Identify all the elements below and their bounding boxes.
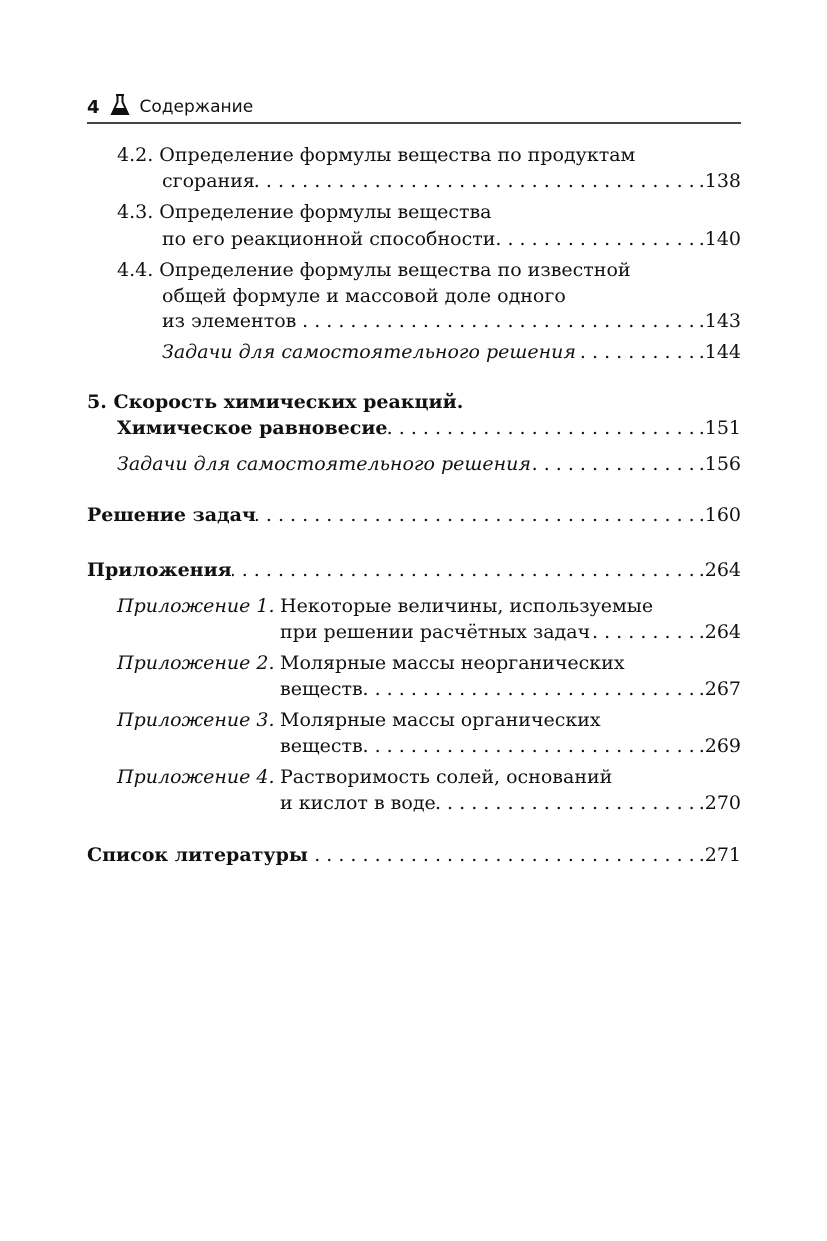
- appendix-label: Приложение 2.: [117, 652, 275, 674]
- toc-entry-appendix-1[interactable]: [280, 620, 741, 644]
- toc-text: общей формуле и массовой доле одного: [162, 285, 566, 307]
- page-ref: .271: [698, 844, 741, 866]
- flask-icon: [110, 94, 130, 121]
- toc-text: Решение задач: [87, 504, 256, 526]
- toc-line: [117, 143, 741, 167]
- toc-line: [280, 765, 741, 789]
- dot-leader: [255, 169, 699, 193]
- toc-text: веществ: [280, 678, 363, 700]
- page-ref: .138: [698, 170, 741, 192]
- page-ref: .267: [698, 678, 741, 700]
- dot-leader: [531, 452, 699, 476]
- dot-leader: [590, 620, 699, 644]
- dot-leader: [256, 503, 699, 527]
- page-ref: .264: [698, 621, 741, 643]
- dot-leader: [363, 734, 699, 758]
- toc-text: 4.3. Определение формулы вещества: [117, 201, 492, 223]
- page-ref: .143: [698, 310, 741, 332]
- toc-text: Молярные массы органических: [280, 709, 601, 731]
- toc-line: [162, 284, 741, 308]
- toc-text: Химическое равновесие: [117, 417, 388, 439]
- dot-leader: [363, 677, 699, 701]
- toc-text: и кислот в воде: [280, 792, 436, 814]
- toc-text: Задачи для самостоятельного решения: [117, 453, 531, 475]
- page-ref: .270: [698, 792, 741, 814]
- toc-entry-appendix-4[interactable]: [280, 791, 741, 815]
- header-rule: [87, 122, 741, 124]
- toc-text: Приложения: [87, 559, 232, 581]
- toc-text: из элементов: [162, 310, 297, 332]
- page-ref: .264: [698, 559, 741, 581]
- toc-line: [280, 594, 741, 618]
- dot-leader: [576, 340, 699, 364]
- toc-text: Задачи для самостоятельного решения: [162, 341, 576, 363]
- toc-text: по его реакционной способности: [162, 228, 496, 250]
- dot-leader: [436, 791, 699, 815]
- toc-entry-4-3[interactable]: [162, 227, 741, 251]
- toc-entry-appendix-2[interactable]: [280, 677, 741, 701]
- toc-text: 4.4. Определение формулы вещества по известной: [117, 259, 631, 281]
- page-ref: .156: [698, 453, 741, 475]
- toc-text: веществ: [280, 735, 363, 757]
- dot-leader: [495, 227, 698, 251]
- toc-entry-5[interactable]: [117, 416, 741, 440]
- toc-text: при решении расчётных задач: [280, 621, 591, 643]
- toc-entry-appendix-3[interactable]: [280, 734, 741, 758]
- page-ref: .269: [698, 735, 741, 757]
- toc-entry-4-4[interactable]: [162, 309, 741, 333]
- toc-entry-solutions[interactable]: [87, 503, 741, 527]
- toc-text: Растворимость солей, оснований: [280, 766, 613, 788]
- toc-text: 4.2. Определение формулы вещества по продуктам: [117, 144, 636, 166]
- toc-entry-appendices[interactable]: [87, 558, 741, 582]
- toc-line: [117, 200, 741, 224]
- toc-entry-tasks-4[interactable]: [162, 340, 741, 364]
- page-ref: .144: [698, 341, 741, 363]
- page-number: 4: [87, 96, 100, 118]
- dot-leader: [232, 558, 699, 582]
- toc-line: [117, 258, 741, 282]
- toc-line: [87, 390, 741, 414]
- appendix-label: Приложение 3.: [117, 709, 275, 731]
- toc-text: 5. Скорость химических реакций.: [87, 391, 464, 413]
- page-ref: .151: [698, 417, 741, 439]
- toc-entry-tasks-5[interactable]: [117, 452, 741, 476]
- toc-text: Список литературы: [87, 844, 308, 866]
- appendix-label: Приложение 4.: [117, 766, 275, 788]
- toc-text: сгорания: [162, 170, 255, 192]
- page-ref: .160: [698, 504, 741, 526]
- toc-line: [280, 651, 741, 675]
- page-ref: .140: [698, 228, 741, 250]
- toc-line: [280, 708, 741, 732]
- header-title: Содержание: [139, 97, 254, 117]
- toc-text: Некоторые величины, используемые: [280, 595, 654, 617]
- toc-entry-references[interactable]: [87, 843, 741, 867]
- running-header: [87, 94, 253, 120]
- dot-leader: [296, 309, 698, 333]
- dot-leader: [388, 416, 699, 440]
- dot-leader: [308, 843, 699, 867]
- appendix-label: Приложение 1.: [117, 595, 275, 617]
- toc-entry-4-2[interactable]: [162, 169, 741, 193]
- toc-text: Молярные массы неорганических: [280, 652, 625, 674]
